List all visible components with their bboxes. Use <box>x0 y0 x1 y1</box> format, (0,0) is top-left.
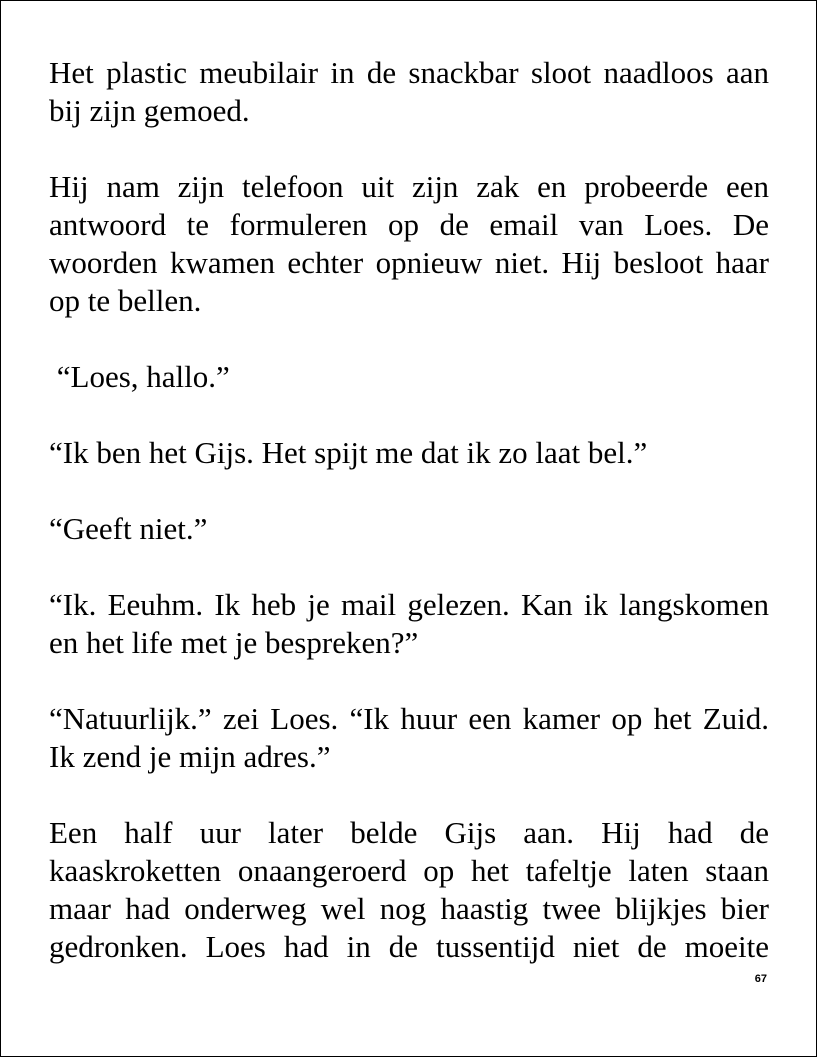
paragraph-6: “Ik. Eeuhm. Ik heb je mail gelezen. Kan ik langskomen en het life met je bespreken?” <box>49 587 769 660</box>
paragraph-3: “Loes, hallo.” <box>49 359 230 394</box>
body-text <box>49 54 769 966</box>
paragraph-7: “Natuurlijk.” zei Loes. “Ik huur een kamer op het Zuid. Ik zend je mijn adres.” <box>49 701 769 774</box>
paragraph-4: “Ik ben het Gijs. Het spijt me dat ik zo laat bel.” <box>49 435 648 470</box>
paragraph-2: Hij nam zijn telefoon uit zijn zak en probeerde een antwoord te formuleren op de email van Loes. De woorden kwamen echter opnieuw niet. Hij besloot haar op te bellen. <box>49 169 769 318</box>
paragraph-5: “Geeft niet.” <box>49 511 208 546</box>
paragraph-8: Een half uur later belde Gijs aan. Hij had de kaaskroketten onaangeroerd op het tafeltje laten staan maar had onderweg wel nog haastig twee blijkjes bier gedronken. Loes had in de tussentijd niet de moeite <box>49 815 769 964</box>
paragraph-1: Het plastic meubilair in de snackbar sloot naadloos aan bij zijn gemoed. <box>49 55 769 128</box>
page-number: 67 <box>754 973 767 985</box>
